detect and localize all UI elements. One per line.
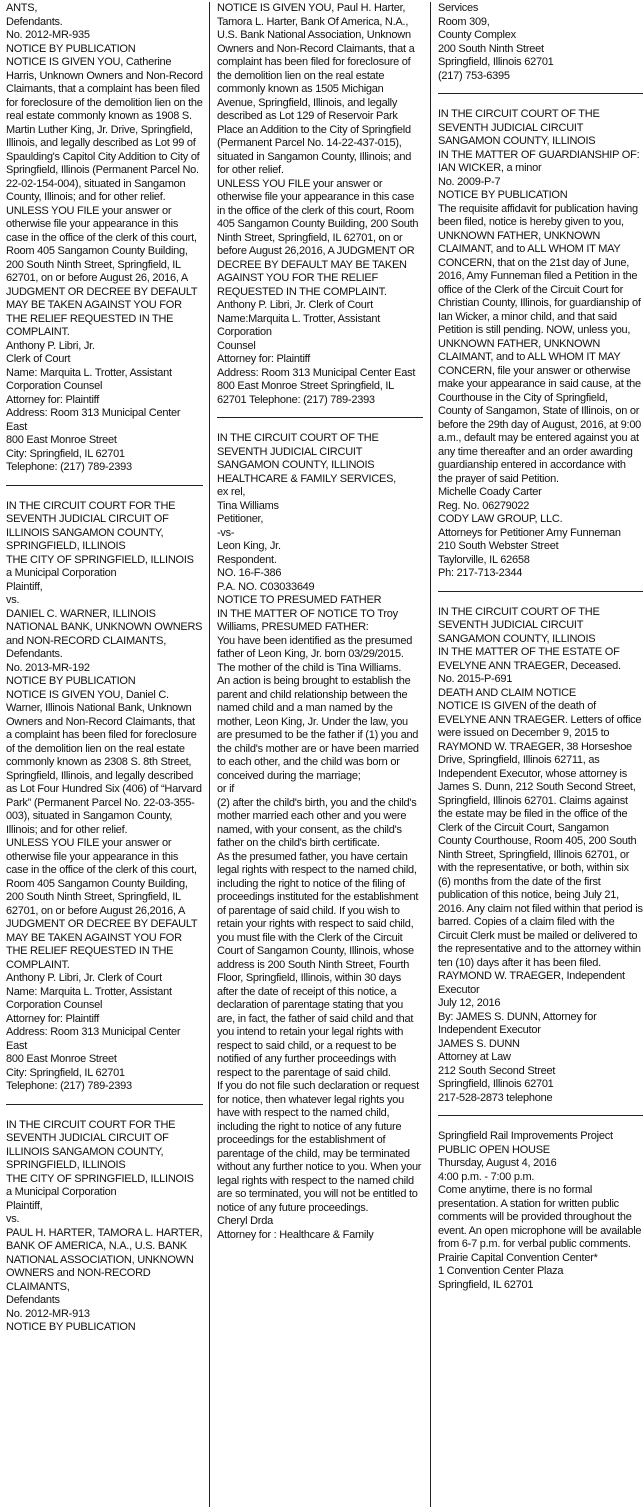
notice-text-line: County Complex	[438, 29, 516, 41]
legal-notice	[438, 1130, 643, 1292]
notice-text-line: -vs-	[217, 526, 235, 539]
notice-text-line: RAYMOND W. TRAEGER, Independent Executor	[438, 970, 625, 996]
notice-text-line: SANGAMON COUNTY, ILLINOIS	[217, 459, 375, 471]
notice-text-line: IN THE MATTER OF GUARDIANSHIP OF: IAN WICKER, a minor	[438, 148, 640, 174]
notice-text-line: Petitioner,	[217, 513, 264, 525]
notice-text-line: Anthony P. Libri, Jr. Clerk of Court	[6, 972, 162, 984]
notice-text-line: 800 East Monroe Street	[6, 434, 117, 446]
notice-text-line: Address: Room 313 Municipal Center East	[6, 407, 181, 433]
notice-text-line: As the presumed father, you have certain legal rights with respect to the named child, including the right to notice of the filing of proceedings instituted for the establishment of parentage of said child. If you wish to retain your rights with respect to said child, you must file with the Clerk of the Circuit Court of Sangamon County, Illinois, whose address is 200 South Ninth Street, Fourth Floor, Springfield, Illinois, within 30 days after the date of receipt of this notice, a declaration of parentage stating that you are, in fact, the father of said child and that you intend to retain your legal rights with respect to said child, or a request to be notified of any further proceedings with respect to the parentage of said child.	[217, 850, 419, 1079]
legal-notice	[438, 108, 643, 581]
notice-text-line: If you do not file such declaration or request for notice, then whatever legal rights you have with respect to the named child, including the right to notice of any future proceedings for the establishment of parentage of the child, may be terminated without any further notice to you. When your legal rights with respect to the named child are so terminated, you will not be entitled to notice of any future proceedings.	[217, 1080, 422, 1214]
notice-text-line: The requisite affidavit for publication having been filed, notice is hereby given to you, UNKNOWN FATHER, UNKNOWN CLAIMANT, and to ALL WHOM IT MAY CONCERN, that on the 21st day of June, 2016, Amy Funneman filed a Petition in the office of the Clerk of the Circuit Court for Christian County, Illinois, for guardianship of Ian Wicker, a minor child, and that said Petition is still pending. NOW, unless you, UNKNOWN FATHER, UNKNOWN CLAIMANT, and to ALL WHOM IT MAY CONCERN, file your answer or otherwise make your appearance in said cause, at the Courthouse in the City of Springfield, County of Sangamon, State of Illinois, on or before the 29th day of August, 2016, at 9:00 a.m., default may be entered against you at any time thereafter and an order awarding guardianship entered in accordance with the prayer of said Petition.	[438, 202, 642, 485]
notice-text-line: Thursday, August 4, 2016	[438, 1157, 557, 1169]
notice-text-line: City: Springfield, IL 62701	[6, 447, 125, 460]
column-3	[430, 2, 643, 1507]
notice-text-line: DEATH AND CLAIM NOTICE	[438, 686, 576, 699]
notice-text-line: Telephone: (217) 789-2393	[6, 461, 132, 473]
notice-text-line: P.A. NO. C03033649	[217, 580, 315, 593]
notice-text-line: Defendants	[6, 1294, 60, 1306]
notice-text-line: Ph: 217-713-2344	[438, 567, 523, 579]
notice-text-line: PUBLIC OPEN HOUSE	[438, 1143, 550, 1156]
notice-text-line: By: JAMES S. DUNN, Attorney for Independent Executor	[438, 1010, 597, 1036]
notice-text-line: (217) 753-6395	[438, 69, 510, 82]
notice-text-line: Springfield, IL 62701	[438, 1278, 534, 1291]
notice-text-line: JAMES S. DUNN	[438, 1037, 520, 1050]
notice-text-line: Anthony P. Libri, Jr.	[6, 339, 95, 352]
legal-notice	[438, 2, 643, 83]
notice-text-line: UNLESS YOU FILE your answer or otherwise file your appearance in this case in the office of the clerk of this court, Room 405 Sangamon County Building, 200 South Ninth Street, Springfield, IL 62701, on or before August 26,2016, A JUDGMENT OR DECREE BY DEFAULT MAY BE TAKEN AGAINST YOU FOR THE RELIEF REQUESTED IN THE COMPLAINT.	[217, 177, 419, 298]
notice-text-line: Plaintiff,	[6, 580, 43, 593]
notice-text-line: Come anytime, there is no formal presentation. A station for written public comments will be provided throughout the event. An open microphone will be available from 6-7 p.m. for verbal public comments.	[438, 1184, 642, 1250]
notice-text-line: July 12, 2016	[438, 997, 501, 1009]
notice-text-line: vs.	[6, 594, 20, 606]
notice-text-line: Respondent.	[217, 553, 277, 566]
notice-text-line: a Municipal Corporation	[6, 567, 117, 579]
notice-text-line: Clerk of Court	[6, 353, 71, 365]
column-1	[6, 2, 209, 1507]
notice-text-line: Counsel	[217, 339, 256, 352]
notice-text-line: IN THE CIRCUIT COURT OF THE SEVENTH JUDICIAL CIRCUIT	[217, 432, 379, 458]
notice-text-line: 212 South Second Street	[438, 1064, 556, 1077]
notice-text-line: Services	[438, 2, 479, 14]
notice-text-line: NOTICE TO PRESUMED FATHER	[217, 594, 382, 606]
notice-text-line: 1 Convention Center Plaza	[438, 1265, 564, 1277]
notice-text-line: NOTICE BY PUBLICATION	[6, 42, 136, 55]
notice-text-line: IN THE CIRCUIT COURT FOR THE SEVENTH JUDICIAL CIRCUIT OF ILLINOIS SANGAMON COUNTY, SPRINGFIELD, ILLINOIS	[6, 1118, 176, 1171]
legal-notice	[6, 1119, 203, 1335]
notice-text-line: Anthony P. Libri, Jr. Clerk of Court	[217, 299, 373, 311]
notice-divider	[438, 93, 643, 94]
legal-notice	[438, 606, 643, 1106]
notice-text-line: An action is being brought to establish the parent and child relationship between the named child and a man named by the mother, Leon King, Jr. Under the law, you are presumed to be the father if (1) you and the child's mother are or have been married to each other, and the child was born or conceived during the marriage;	[217, 675, 419, 782]
notice-text-line: IN THE CIRCUIT COURT OF THE SEVENTH JUDICIAL CIRCUIT	[438, 605, 600, 631]
notice-text-line: Springfield, Illinois 62701	[438, 1078, 554, 1090]
notice-text-line: NOTICE IS GIVEN YOU, Daniel C. Warner, Illinois National Bank, Unknown Owners and Non-Record Claimants, that a complaint has been filed for foreclosure of the demolition lien on the real estate commonly known as 2308 S. 8th Street, Springfield, Illinois, and legally described as Lot Four Hundred Six (406) of “Harvard Park” (Permanent Parcel No. 22-03-355-003), situated in Sangamon County, Illinois; and for other relief.	[6, 688, 202, 836]
legal-notice	[217, 2, 423, 407]
legal-notice	[6, 500, 203, 1094]
notice-text-line: IN THE MATTER OF THE ESTATE OF EVELYNE ANN TRAEGER, Deceased.	[438, 646, 621, 672]
notice-text-line: vs.	[6, 1213, 20, 1225]
notice-text-line: NO. 16-F-386	[217, 567, 282, 579]
notice-text-line: Room 309,	[438, 15, 490, 28]
notice-text-line: Tina Williams	[217, 499, 279, 512]
notice-text-line: IN THE MATTER OF NOTICE TO Troy Williams, PRESUMED FATHER:	[217, 607, 398, 633]
notice-text-line: Attorneys for Petitioner Amy Funneman	[438, 526, 621, 539]
notice-text-line: Attorney for: Plaintiff	[6, 393, 100, 406]
notice-text-line: 800 East Monroe Street	[6, 1053, 117, 1065]
notice-text-line: or if	[217, 783, 235, 795]
notice-text-line: City: Springfield, IL 62701	[6, 1066, 125, 1079]
notice-text-line: 217-528-2873 telephone	[438, 1091, 553, 1104]
notice-text-line: Name: Marquita L. Trotter, Assistant Corporation Counsel	[6, 985, 172, 1011]
notice-text-line: Leon King, Jr.	[217, 540, 281, 552]
notice-text-line: NOTICE BY PUBLICATION	[6, 1321, 136, 1333]
notice-text-line: IN THE CIRCUIT COURT OF THE SEVENTH JUDICIAL CIRCUIT	[438, 108, 600, 134]
notice-text-line: SANGAMON COUNTY, ILLINOIS	[438, 632, 596, 645]
notice-text-line: No. 2015-P-691	[438, 673, 513, 685]
notice-text-line: UNLESS YOU FILE your answer or otherwise file your appearance in this case in the office of the clerk of this court, Room 405 Sangamon County Building, 200 South Ninth Street, Springfield, IL 62701, on or before August 26, 2016, A JUDGMENT OR DECREE BY DEFAULT MAY BE TAKEN AGAINST YOU FOR THE RELIEF REQUESTED IN THE COMPLAINT.	[6, 204, 198, 338]
notice-text-line: 210 South Webster Street	[438, 540, 559, 552]
notice-text-line: ANTS,	[6, 2, 38, 14]
notice-text-line: No. 2012-MR-913	[6, 1307, 90, 1320]
notice-text-line: Attorney at Law	[438, 1051, 511, 1063]
notice-text-line: Taylorville, IL 62658	[438, 553, 530, 566]
notice-divider	[438, 591, 643, 592]
notice-text-line: PAUL H. HARTER, TAMORA L. HARTER, BANK OF AMERICA, N.A., U.S. BANK NATIONAL ASSOCIATION, UNKNOWN OWNERS and NON-RECORD CLAIMANTS,	[6, 1226, 203, 1293]
notice-text-line: Telephone: (217) 789-2393	[6, 1080, 132, 1092]
notice-text-line: NOTICE BY PUBLICATION	[6, 675, 136, 687]
notice-text-line: THE CITY OF SPRINGFIELD, ILLINOIS	[6, 553, 194, 566]
notice-text-line: CODY LAW GROUP, LLC.	[438, 513, 563, 525]
notice-text-line: Prairie Capital Convention Center*	[438, 1251, 598, 1264]
notice-text-line: DANIEL C. WARNER, ILLINOIS NATIONAL BANK, UNKNOWN OWNERS and NON-RECORD CLAIMANTS,	[6, 607, 203, 647]
notice-text-line: Attorney for: Plaintiff	[217, 353, 311, 365]
notice-text-line: Address: Room 313 Municipal Center East	[217, 366, 416, 379]
notice-text-line: No. 2013-MR-192	[6, 661, 90, 674]
notice-text-line: ex rel,	[217, 486, 246, 498]
notice-text-line: Address: Room 313 Municipal Center East	[6, 1026, 181, 1052]
notice-text-line: Springfield Rail Improvements Project	[438, 1130, 613, 1142]
notice-text-line: Name: Marquita L. Trotter, Assistant Corporation Counsel	[6, 366, 172, 392]
notice-divider	[6, 485, 203, 486]
legal-notice	[217, 432, 423, 1242]
notice-divider	[217, 417, 423, 418]
notice-text-line: 4:00 p.m. - 7:00 p.m.	[438, 1170, 535, 1183]
notice-text-line: No. 2009-P-7	[438, 175, 501, 188]
notice-text-line: UNLESS YOU FILE your answer or otherwise file your appearance in this case in the office of the clerk of this court, Room 405 Sangamon County Building, 200 South Ninth Street, Springfield, IL 62701, on or before August 26,2016, A JUDGMENT OR DECREE BY DEFAULT MAY BE TAKEN AGAINST YOU FOR THE RELIEF REQUESTED IN THE COMPLAINT.	[6, 837, 198, 971]
notice-text-line: THE CITY OF SPRINGFIELD, ILLINOIS	[6, 1172, 194, 1185]
notice-text-line: Reg. No. 06279022	[438, 499, 530, 512]
notice-text-line: You have been identified as the presumed father of Leon King, Jr. born 03/29/2015. The mother of the child is Tina Williams.	[217, 634, 413, 674]
notice-text-line: NOTICE BY PUBLICATION	[438, 189, 568, 201]
notice-text-line: Attorney for: Plaintiff	[6, 1012, 100, 1025]
notice-text-line: NOTICE IS GIVEN YOU, Paul H. Harter, Tamora L. Harter, Bank Of America, N.A., U.S. Bank National Association, Unknown Owners and Non-Record Claimants, that a complaint has been filed for foreclosure of the demolition lien on the real estate commonly known as 1505 Michigan Avenue, Springfield, Illinois, and legally described as Lot 129 of Reservoir Park Place an Addition to the City of Springfield (Permanent Parcel No. 14-22-437-015), situated in Sangamon County, Illinois; and for other relief.	[217, 2, 415, 176]
notice-text-line: (2) after the child's birth, you and the child's mother married each other and you were named, with your consent, as the child's father on the child's birth certificate.	[217, 796, 417, 849]
notice-text-line: Springfield, Illinois 62701	[438, 56, 554, 68]
notice-text-line: 800 East Monroe Street Springfield, IL 62701 Telephone: (217) 789-2393	[217, 380, 394, 406]
notice-text-line: a Municipal Corporation	[6, 1186, 117, 1198]
column-2	[209, 2, 430, 1507]
notice-text-line: Defendants.	[6, 648, 63, 660]
notice-text-line: 200 South Ninth Street	[438, 42, 544, 55]
notice-text-line: SANGAMON COUNTY, ILLINOIS	[438, 135, 596, 147]
notice-text-line: HEALTHCARE & FAMILY SERVICES,	[217, 472, 396, 485]
legal-notice	[6, 2, 203, 475]
notice-text-line: Cheryl Drda	[217, 1215, 273, 1227]
notice-text-line: Michelle Coady Carter	[438, 486, 542, 498]
notice-text-line: No. 2012-MR-935	[6, 29, 90, 41]
notice-text-line: IN THE CIRCUIT COURT FOR THE SEVENTH JUDICIAL CIRCUIT OF ILLINOIS SANGAMON COUNTY, SPRINGFIELD, ILLINOIS	[6, 499, 176, 552]
notice-text-line: Name:Marquita L. Trotter, Assistant Corporation	[217, 312, 381, 338]
notice-text-line: Attorney for : Healthcare & Family	[217, 1228, 374, 1241]
notice-divider	[6, 1104, 203, 1105]
notice-text-line: NOTICE IS GIVEN YOU, Catherine Harris, Unknown Owners and Non-Record Claimants, that a complaint has been filed for foreclosure of the demolition lien on the real estate commonly known as 1908 S. Martin Luther King, Jr. Drive, Springfield, Illinois, and legally described as Lot 99 of Spaulding's Capitol City Addition to City of Springfield, Illinois (Permanent Parcel No. 22-02-154-004), situated in Sangamon County, Illinois; and for other relief.	[6, 56, 203, 203]
notice-text-line: Plaintiff,	[6, 1199, 43, 1212]
notice-text-line: Defendants.	[6, 15, 63, 28]
notice-divider	[438, 1115, 643, 1116]
notice-text-line: NOTICE IS GIVEN of the death of EVELYNE ANN TRAEGER. Letters of office were issued on December 9, 2015 to RAYMOND W. TRAEGER, 38 Horseshoe Drive, Springfield, Illinois 62711, as Independent Executor, whose attorney is James S. Dunn, 212 South Second Street, Springfield, Illinois 62701. Claims against the estate may be filed in the office of the Clerk of the Circuit Court, Sangamon County Courthouse, Room 405, 200 South Ninth Street, Springfield, Illinois 62701, or with the representative, or both, within six (6) months from the date of the first publication of this notice, being July 21, 2016. Any claim not filed within that period is barred. Copies of a claim filed with the Circuit Clerk must be mailed or delivered to the representative and to the attorney within ten (10) days after it has been filed.	[438, 700, 643, 969]
